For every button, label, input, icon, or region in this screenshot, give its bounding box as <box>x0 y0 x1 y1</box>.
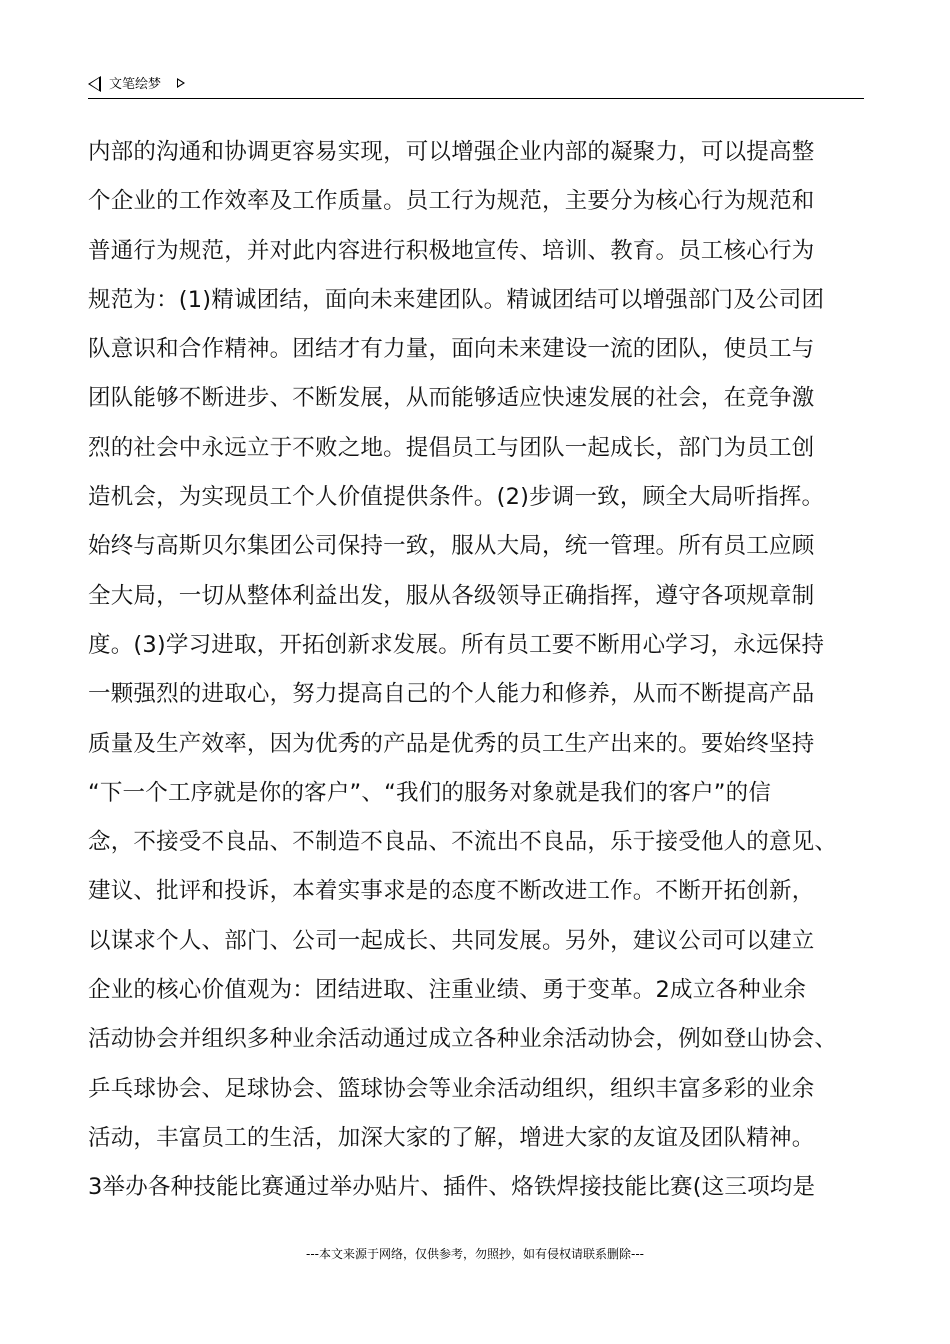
body-line: “下一个工序就是你的客户”、“我们的服务对象就是我们的客户”的信 <box>88 779 772 806</box>
body-line: 个企业的工作效率及工作质量。员工行为规范，主要分为核心行为规范和 <box>88 188 815 215</box>
body-line: 3举办各种技能比赛通过举办贴片、插件、烙铁焊接技能比赛(这三项均是 <box>88 1174 816 1201</box>
body-line: 规范为：(1)精诚团结，面向未来建团队。精诚团结可以增强部门及公司团 <box>88 286 825 313</box>
body-line: 团队能够不断进步、不断发展，从而能够适应快速发展的社会，在竞争激 <box>88 385 815 412</box>
body-line: 以谋求个人、部门、公司一起成长、共同发展。另外，建议公司可以建立 <box>88 927 815 954</box>
triangle-right-icon <box>177 78 185 88</box>
body-line: 质量及生产效率，因为优秀的产品是优秀的员工生产出来的。要始终坚持 <box>88 730 815 757</box>
body-line: 造机会，为实现员工个人价值提供条件。(2)步调一致，顾全大局听指挥。 <box>88 484 825 511</box>
footer-notice: ---本文来源于网络，仅供参考，勿照抄，如有侵权请联系删除--- <box>306 1247 644 1261</box>
body-line: 度。(3)学习进取，开拓创新求发展。所有员工要不断用心学习，永远保持 <box>88 631 825 658</box>
triangle-left-icon <box>88 76 101 92</box>
body-line: 一颗强烈的进取心，努力提高自己的个人能力和修养，从而不断提高产品 <box>88 681 815 708</box>
body-line: 队意识和合作精神。团结才有力量，面向未来建设一流的团队，使员工与 <box>88 336 815 363</box>
body-line: 企业的核心价值观为：团结进取、注重业绩、勇于变革。2成立各种业余 <box>88 977 807 1004</box>
body-line: 乒乓球协会、足球协会、篮球协会等业余活动组织，组织丰富多彩的业余 <box>88 1075 815 1102</box>
body-line: 念，不接受不良品、不制造不良品、不流出不良品，乐于接受他人的意见、 <box>88 829 838 856</box>
body-line: 建议、批评和投诉，本着实事求是的态度不断改进工作。不断开拓创新， <box>88 878 815 905</box>
body-line: 普通行为规范，并对此内容进行积极地宣传、培训、教育。员工核心行为 <box>88 237 815 264</box>
page-header <box>88 72 864 99</box>
body-line: 全大局，一切从整体利益出发，服从各级领导正确指挥，遵守各项规章制 <box>88 582 815 609</box>
body-line: 始终与高斯贝尔集团公司保持一致，服从大局，统一管理。所有员工应顾 <box>88 533 815 560</box>
header-brand: 文笔绘梦 <box>109 77 162 92</box>
document-body <box>88 128 888 1213</box>
body-line: 活动，丰富员工的生活，加深大家的了解，增进大家的友谊及团队精神。 <box>88 1124 815 1151</box>
body-line: 内部的沟通和协调更容易实现，可以增强企业内部的凝聚力，可以提高整 <box>88 139 815 165</box>
body-line: 烈的社会中永远立于不败之地。提倡员工与团队一起成长，部门为员工创 <box>88 434 815 461</box>
body-line: 活动协会并组织多种业余活动通过成立各种业余活动协会，例如登山协会、 <box>88 1026 838 1053</box>
